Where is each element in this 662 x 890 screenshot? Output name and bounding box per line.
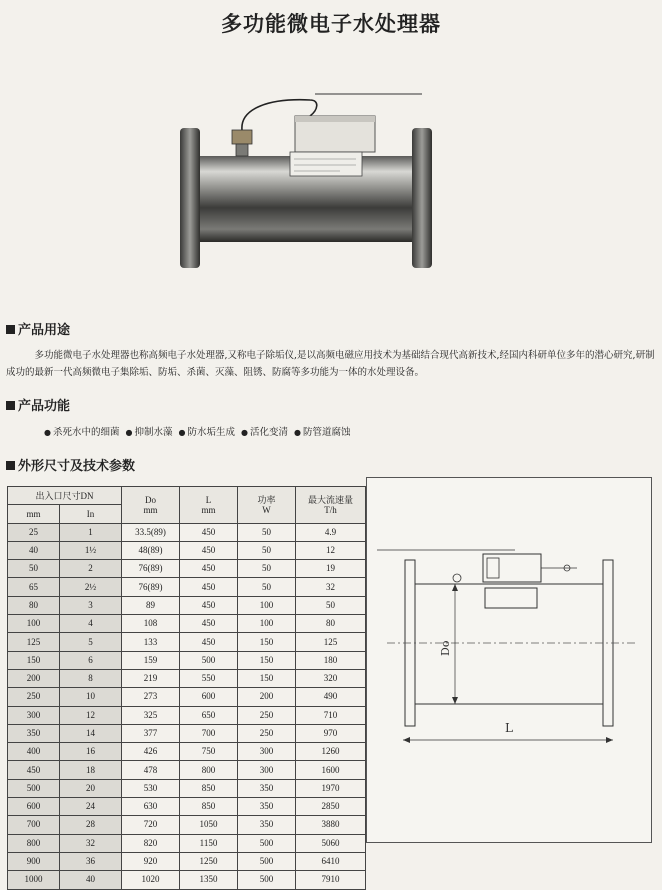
length-label: L [505, 721, 513, 735]
table-row [8, 852, 366, 870]
table-row [8, 560, 366, 578]
spec-heading: 外形尺寸及技术参数 [6, 455, 135, 474]
table-row [8, 578, 366, 596]
square-bullet-icon [6, 401, 15, 410]
table-cell: 850 [180, 798, 238, 816]
table-cell: 80 [296, 615, 366, 633]
table-cell: 16 [60, 743, 122, 761]
table-cell: 3 [60, 596, 122, 614]
square-bullet-icon [6, 461, 15, 470]
table-cell: 4 [60, 615, 122, 633]
table-cell: 76(89) [122, 578, 180, 596]
table-cell: 28 [60, 816, 122, 834]
table-cell: 273 [122, 688, 180, 706]
table-cell: 18 [60, 761, 122, 779]
table-row [8, 816, 366, 834]
table-row [8, 834, 366, 852]
table-cell: 250 [8, 688, 60, 706]
page-title: 多功能微电子水处理器 [221, 12, 441, 36]
table-row [8, 633, 366, 651]
table-cell: 180 [296, 651, 366, 669]
header-mm: mm [8, 505, 60, 523]
table-row [8, 706, 366, 724]
header-in: In [60, 505, 122, 523]
dot-bullet-icon: ● [178, 428, 186, 437]
table-cell: 32 [60, 834, 122, 852]
header-dn: 出入口尺寸DN [8, 487, 122, 505]
table-cell: 325 [122, 706, 180, 724]
spec-table [7, 486, 366, 890]
usage-heading: 产品用途 [6, 319, 70, 338]
table-row [8, 669, 366, 687]
table-cell: 250 [238, 724, 296, 742]
table-cell: 65 [8, 578, 60, 596]
table-cell: 150 [238, 651, 296, 669]
feature-item: ● 防管道腐蚀 [294, 427, 351, 438]
table-cell: 1350 [180, 871, 238, 889]
table-cell: 920 [122, 852, 180, 870]
table-cell: 200 [238, 688, 296, 706]
table-cell: 2850 [296, 798, 366, 816]
table-cell: 25 [8, 523, 60, 541]
table-cell: 550 [180, 669, 238, 687]
feature-item: ● 防水垢生成 [178, 427, 235, 438]
table-cell: 50 [8, 560, 60, 578]
table-cell: 600 [8, 798, 60, 816]
table-cell: 150 [238, 669, 296, 687]
table-cell: 6410 [296, 852, 366, 870]
table-cell: 125 [8, 633, 60, 651]
feature-item: ● 抑制水藻 [125, 427, 173, 438]
table-cell: 7910 [296, 871, 366, 889]
table-cell: 5 [60, 633, 122, 651]
table-cell: 710 [296, 706, 366, 724]
table-cell: 48(89) [122, 541, 180, 559]
table-cell: 12 [60, 706, 122, 724]
table-cell: 320 [296, 669, 366, 687]
dimension-diagram [366, 477, 652, 843]
table-cell: 500 [238, 834, 296, 852]
table-row [8, 651, 366, 669]
table-cell: 450 [8, 761, 60, 779]
dot-bullet-icon: ● [294, 428, 301, 437]
table-cell: 100 [238, 596, 296, 614]
table-cell: 426 [122, 743, 180, 761]
table-cell: 36 [60, 852, 122, 870]
table-cell: 1020 [122, 871, 180, 889]
table-cell: 720 [122, 816, 180, 834]
table-cell: 125 [296, 633, 366, 651]
table-row [8, 743, 366, 761]
table-cell: 1½ [60, 541, 122, 559]
table-row [8, 541, 366, 559]
table-cell: 20 [60, 779, 122, 797]
table-cell: 3880 [296, 816, 366, 834]
dot-bullet-icon: ● [44, 428, 51, 437]
table-cell: 650 [180, 706, 238, 724]
table-cell: 1 [60, 523, 122, 541]
table-cell: 50 [238, 560, 296, 578]
table-cell: 700 [180, 724, 238, 742]
table-cell: 76(89) [122, 560, 180, 578]
table-row [8, 871, 366, 889]
table-cell: 377 [122, 724, 180, 742]
table-cell: 450 [180, 633, 238, 651]
table-cell: 750 [180, 743, 238, 761]
product-photo [170, 88, 470, 288]
table-cell: 600 [180, 688, 238, 706]
table-cell: 2½ [60, 578, 122, 596]
table-cell: 1250 [180, 852, 238, 870]
table-cell: 50 [296, 596, 366, 614]
diameter-label: Do [439, 640, 452, 656]
table-cell: 219 [122, 669, 180, 687]
table-cell: 12 [296, 541, 366, 559]
table-cell: 32 [296, 578, 366, 596]
table-cell: 19 [296, 560, 366, 578]
dot-bullet-icon: ● [241, 428, 248, 437]
feature-list [44, 424, 351, 438]
table-cell: 500 [180, 651, 238, 669]
table-cell: 1050 [180, 816, 238, 834]
table-cell: 1000 [8, 871, 60, 889]
table-cell: 50 [238, 578, 296, 596]
table-cell: 970 [296, 724, 366, 742]
table-cell: 14 [60, 724, 122, 742]
table-cell: 450 [180, 615, 238, 633]
table-cell: 133 [122, 633, 180, 651]
table-cell: 40 [60, 871, 122, 889]
table-cell: 24 [60, 798, 122, 816]
table-cell: 630 [122, 798, 180, 816]
table-cell: 2 [60, 560, 122, 578]
table-cell: 4.9 [296, 523, 366, 541]
usage-paragraph: 多功能微电子水处理器也称高频电子水处理器,又称电子除垢仪,是以高频电磁应用技术为基础结合现代高新技术,经国内科研单位多年的潜心研究,研制成功的最新一代高频微电子集除垢、防垢、杀菌、灭藻、阻锈、防腐等多功能为一体的水处理设备。 [6, 350, 655, 378]
table-cell: 108 [122, 615, 180, 633]
table-cell: 200 [8, 669, 60, 687]
table-cell: 150 [8, 651, 60, 669]
table-cell: 350 [8, 724, 60, 742]
table-cell: 800 [180, 761, 238, 779]
table-cell: 8 [60, 669, 122, 687]
table-cell: 40 [8, 541, 60, 559]
header-power: 功率 W [238, 487, 296, 524]
feature-item: ● 活化变清 [241, 427, 288, 438]
table-cell: 10 [60, 688, 122, 706]
table-cell: 800 [8, 834, 60, 852]
table-cell: 33.5(89) [122, 523, 180, 541]
table-row [8, 761, 366, 779]
table-cell: 100 [238, 615, 296, 633]
table-cell: 900 [8, 852, 60, 870]
dot-bullet-icon: ● [125, 428, 133, 437]
table-cell: 490 [296, 688, 366, 706]
table-cell: 300 [238, 743, 296, 761]
table-cell: 1260 [296, 743, 366, 761]
diagram-drawing [367, 478, 651, 842]
table-cell: 5060 [296, 834, 366, 852]
feature-item: ● 杀死水中的细菌 [44, 427, 120, 438]
table-cell: 530 [122, 779, 180, 797]
table-row [8, 779, 366, 797]
table-cell: 478 [122, 761, 180, 779]
table-cell: 450 [180, 523, 238, 541]
table-cell: 6 [60, 651, 122, 669]
header-flow: 最大流速量 T/h [296, 487, 366, 524]
table-cell: 150 [238, 633, 296, 651]
table-cell: 1600 [296, 761, 366, 779]
table-cell: 300 [8, 706, 60, 724]
table-row [8, 596, 366, 614]
table-cell: 450 [180, 560, 238, 578]
table-row [8, 724, 366, 742]
table-cell: 350 [238, 798, 296, 816]
square-bullet-icon [6, 325, 15, 334]
table-cell: 89 [122, 596, 180, 614]
table-cell: 350 [238, 779, 296, 797]
table-cell: 820 [122, 834, 180, 852]
table-cell: 500 [8, 779, 60, 797]
table-cell: 500 [238, 871, 296, 889]
table-cell: 159 [122, 651, 180, 669]
table-cell: 50 [238, 523, 296, 541]
table-row [8, 523, 366, 541]
table-cell: 450 [180, 541, 238, 559]
function-heading: 产品功能 [6, 395, 70, 414]
header-do: Do mm [122, 487, 180, 524]
table-cell: 700 [8, 816, 60, 834]
table-cell: 500 [238, 852, 296, 870]
table-cell: 400 [8, 743, 60, 761]
table-cell: 1970 [296, 779, 366, 797]
table-cell: 100 [8, 615, 60, 633]
table-cell: 1150 [180, 834, 238, 852]
table-cell: 50 [238, 541, 296, 559]
table-cell: 250 [238, 706, 296, 724]
table-row [8, 798, 366, 816]
table-cell: 300 [238, 761, 296, 779]
table-cell: 80 [8, 596, 60, 614]
header-l: L mm [180, 487, 238, 524]
table-row [8, 688, 366, 706]
table-cell: 450 [180, 578, 238, 596]
table-cell: 850 [180, 779, 238, 797]
table-row [8, 615, 366, 633]
table-cell: 350 [238, 816, 296, 834]
table-cell: 450 [180, 596, 238, 614]
